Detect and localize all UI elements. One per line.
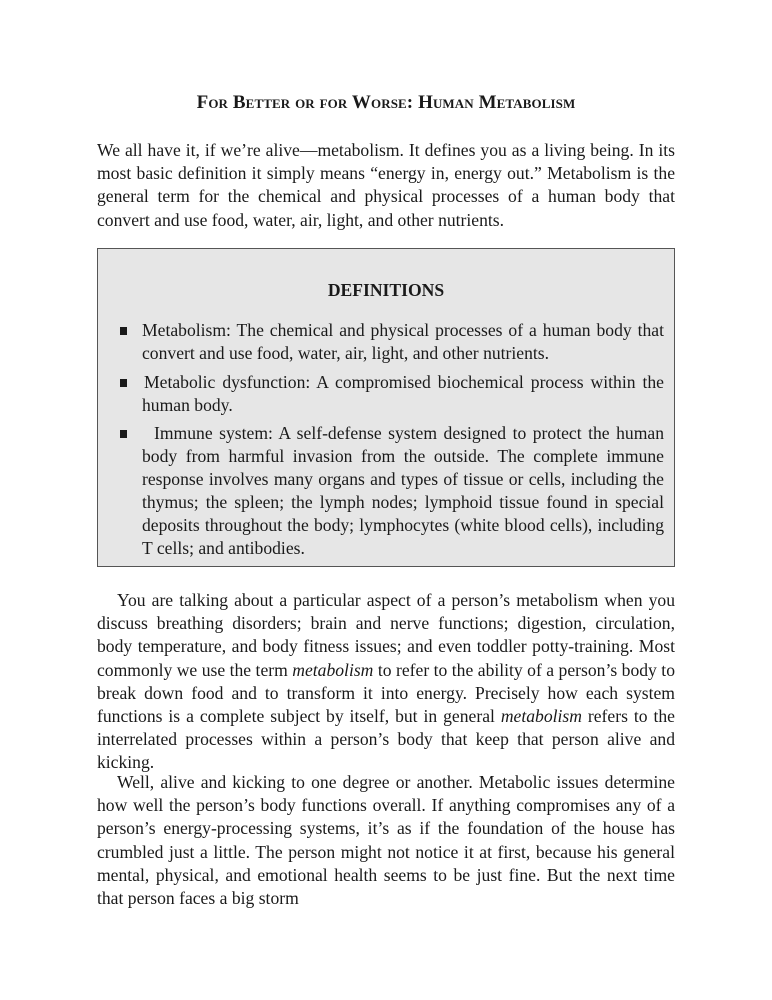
- definition-text: Metabolic dysfunction: A compromised biochemical process within the human body.: [142, 372, 664, 415]
- square-bullet-icon: [120, 379, 127, 387]
- definitions-heading: DEFINITIONS: [327, 280, 445, 300]
- definitions-box: [97, 248, 675, 567]
- section-title: For Better or for Worse: Human Metabolism: [196, 92, 576, 113]
- italic-term: metabolism: [292, 659, 374, 680]
- intro-paragraph: We all have it, if we’re alive—metabolism. It defines you as a living being. In its most basic definition it simply means “energy in, energy out.” Metabolism is the general term for the chemical and physical processes of a human body that convert and use food, water, air, light, and other nutrients.: [97, 140, 675, 230]
- body-paragraph: [97, 589, 675, 775]
- body-text: You are talking about a particular aspect of a person’s metabolism when you discuss breathing disorders; brain and nerve functions; digestion, circulation, body temperature, and body fitness issues; and even toddler potty-training. Most commonly we use the term: [97, 590, 675, 680]
- body-text: to refer to the ability of a person’s body to break down food and to transform it into energy. Precisely how each system functions is a complete subject by itself, but in general: [97, 659, 675, 727]
- body-text: refers to the interrelated processes within a person’s body that keep that person alive and kicking.: [97, 706, 675, 773]
- body-paragraph: Well, alive and kicking to one degree or another. Metabolic issues determine how well the person’s body functions overall. If anything compromises any of a person’s energy-processing systems, it’s as if the foundation of the house has crumbled just a little. The person might not notice it at first, because his general mental, physical, and emotional health seems to be just fine. But the next time that person faces a big storm: [97, 772, 675, 909]
- italic-term: metabolism: [500, 706, 582, 727]
- square-bullet-icon: [120, 430, 127, 438]
- square-bullet-icon: [120, 327, 127, 335]
- definition-text: Metabolism: The chemical and physical processes of a human body that convert and use food, water, air, light, and other nutrients.: [142, 320, 664, 363]
- definition-text: Immune system: A self-defense system designed to protect the human body from harmful invasion from the outside. The complete immune response involves many organs and types of tissue or cells, including the thymus; the spleen; the lymph nodes; lymphoid tissue found in special deposits throughout the body; lymphocytes (white blood cells), including T cells; and antibodies.: [142, 423, 664, 558]
